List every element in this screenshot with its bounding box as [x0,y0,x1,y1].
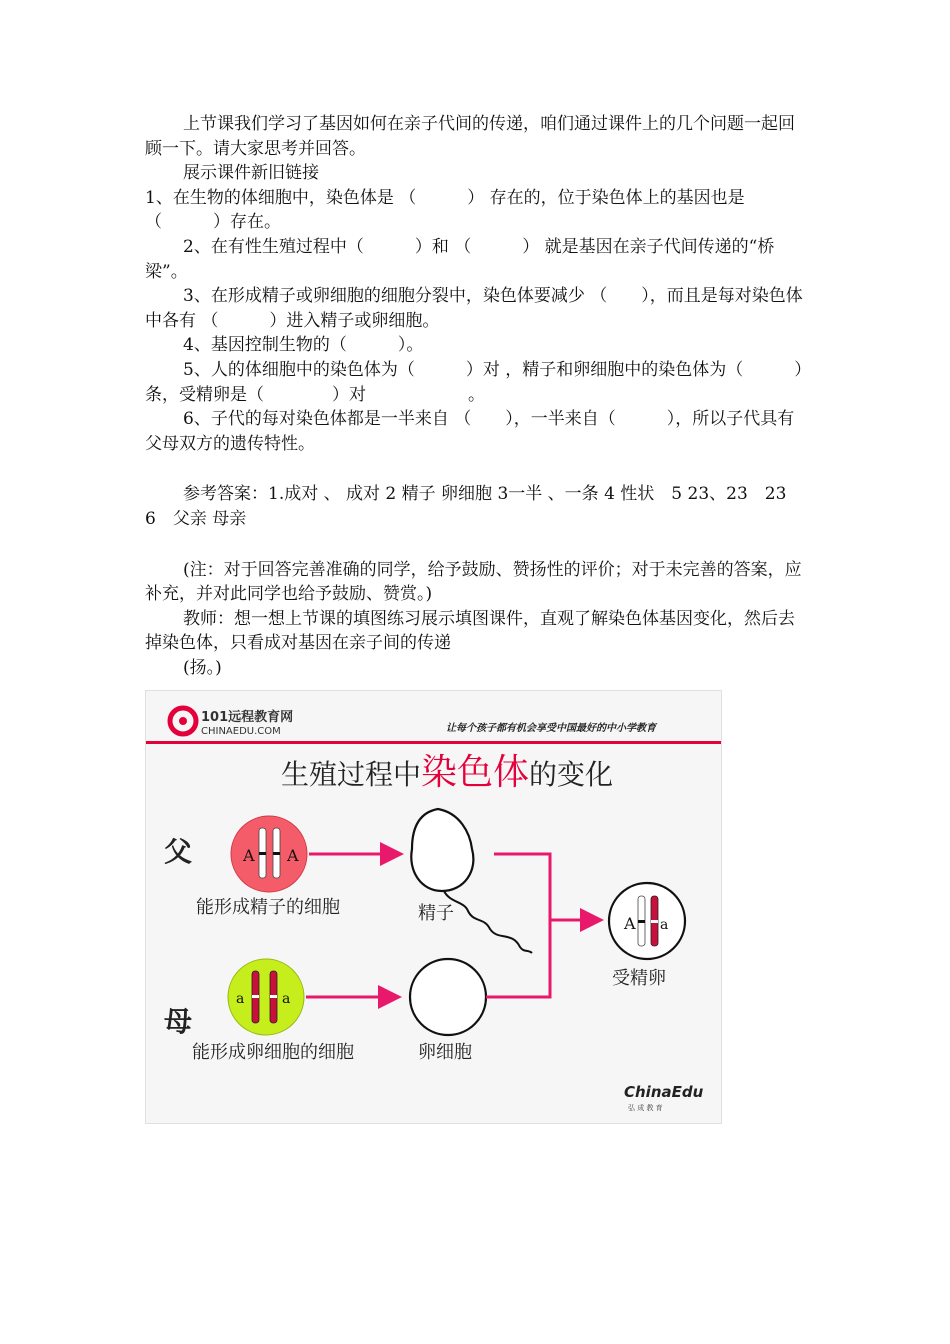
header-divider [146,741,721,744]
father-cell [231,816,307,892]
zygote-gene-a: a [660,917,669,933]
fusion-connector [486,854,598,997]
title-pre: 生殖过程中 [281,758,422,791]
logo-domain: CHINAEDU.COM [201,726,281,737]
mother-cell-label: 能形成卵细胞的细胞 [192,1042,354,1063]
zygote-label: 受精卵 [612,968,666,989]
question-1: 1、在生物的体细胞中，染色体是 （ ） 存在的，位于染色体上的基因也是（ ）存在。 [145,187,745,233]
father-label: 父 [164,835,193,868]
gene-a-right: a [282,991,291,1007]
gene-a-left: a [236,991,245,1007]
title-post: 的变化 [529,758,614,791]
father-cell-label: 能形成精子的细胞 [196,897,340,918]
slide-title [281,752,613,793]
courseware-link-line: 展示课件新旧链接 [183,163,319,184]
sperm-icon [411,809,532,953]
zygote-cell [609,883,685,959]
logo-number: 101远程教育网 [201,710,294,725]
gene-A-left: A [243,846,255,865]
brand-logo: ChinaEdu [624,1083,704,1101]
title-highlight: 染色体 [421,752,530,793]
slogan: 让每个孩子都有机会享受中国最好的中小学教育 [446,723,656,734]
question-4: 4、基因控制生物的（ ）。 [183,335,424,356]
brand-sub: 弘 成 教 育 [628,1104,663,1112]
egg-label: 卵细胞 [418,1042,472,1063]
closing-note: (扬。) [183,657,222,678]
courseware-slide [145,690,722,1124]
intro-paragraph: 上节课我们学习了基因如何在亲子代间的传递，咱们通过课件上的几个问题一起回顾一下。请大家思考并回答。 [145,114,795,159]
question-3: 3、在形成精子或卵细胞的细胞分裂中，染色体要减少 （ ），而且是每对染色体中各有 （ ）进入精子或卵细胞。 [145,286,803,331]
question-5: 5、人的体细胞中的染色体为（ ）对 ，精子和卵细胞中的染色体为（ ）条，受精卵是（ ）对 。 [145,359,803,405]
egg-icon [410,959,486,1035]
zygote-gene-A: A [624,914,636,933]
reference-answer: 参考答案：1.成对 、 成对 2 精子 卵细胞 3一半 、一条 4 性状 5 23、23 23 6 父亲 母亲 [145,484,804,529]
sperm-label: 精子 [418,903,454,924]
chinaedu-logo [170,708,293,737]
lesson-text [145,112,810,680]
mother-label: 母 [164,1005,193,1038]
mother-cell [228,959,304,1035]
question-2: 2、在有性生殖过程中（ ）和 （ ） 就是基因在亲子代间传递的“桥梁”。 [145,236,775,282]
teacher-note: (注：对于回答完善准确的同学，给予鼓励、赞扬性的评价；对于未完善的答案，应补充，并对此同学也给予鼓励、赞赏。) [145,559,802,605]
question-6: 6、子代的每对染色体都是一半来自 （ ），一半来自（ ），所以子代具有父母双方的遗传特性。 [145,409,795,454]
gene-A-right: A [287,846,299,865]
teacher-instruction: 教师：想一想上节课的填图练习展示填图课件，直观了解染色体基因变化，然后去掉染色体，只看成对基因在亲子间的传递 [145,608,795,654]
